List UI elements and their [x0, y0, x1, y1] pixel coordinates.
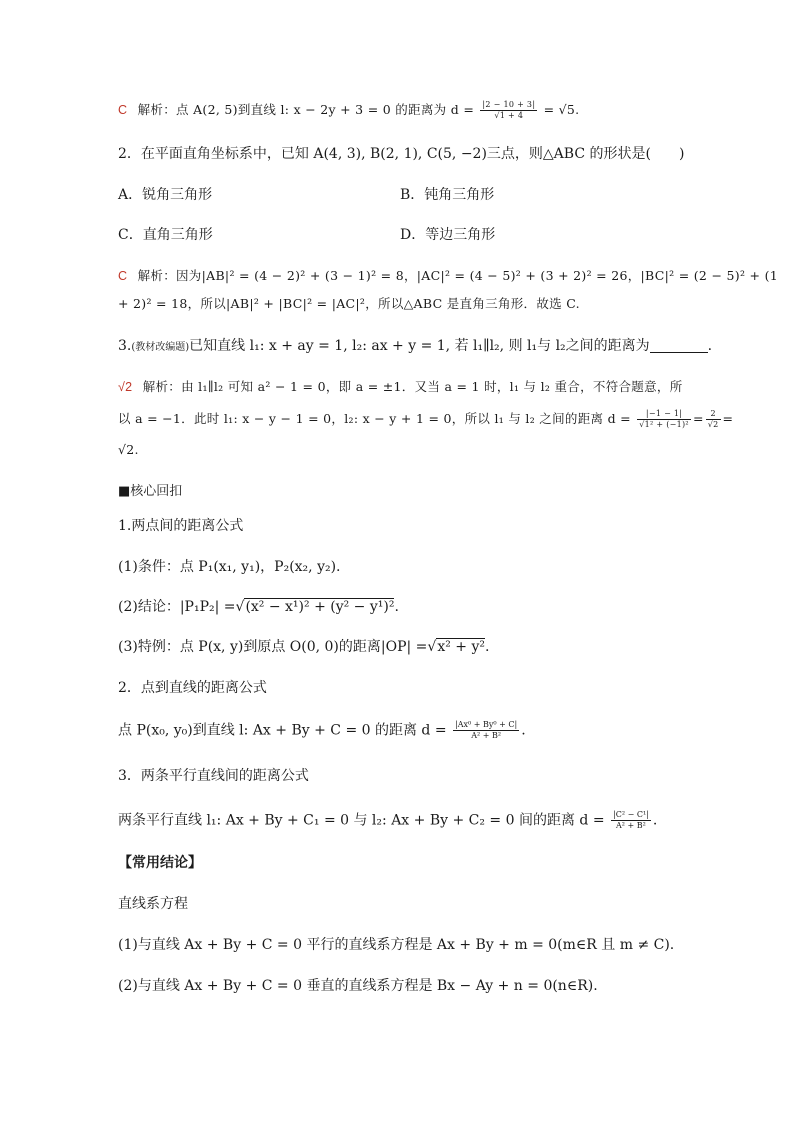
- radicand: (x² − x¹)² + (y² − y¹)²: [245, 599, 395, 615]
- solution-text: 解析：由 l₁∥l₂ 可知 a² − 1 = 0，即 a = ±1．又当 a = 1 时，l₁ 与 l₂ 重合，不符合题意，所: [142, 379, 683, 394]
- distance-fraction: [480, 100, 537, 121]
- solution-2-line-2: + 2)² = 18，所以|AB|² + |BC|² = |AC|²，所以△ABC 是直角三角形．故选 C.: [118, 296, 580, 311]
- knowledge-2-title: 2．点到直线的距离公式: [118, 680, 267, 696]
- option-c: C．直角三角形: [118, 227, 213, 243]
- knowledge-1-condition: (1)条件：点 P₁(x₁, y₁)，P₂(x₂, y₂).: [118, 559, 341, 575]
- option-d: D．等边三角形: [400, 227, 496, 243]
- solution-2-line-1: [118, 266, 778, 286]
- distance-fraction: [453, 720, 519, 741]
- fraction-denominator: √2: [707, 420, 719, 429]
- question-text: 已知直线 l₁: x + ay = 1, l₂: ax + y = 1, 若 l₁∥l₂, 则 l₁与 l₂之间的距离为: [189, 338, 650, 354]
- section-title: ■核心回扣: [118, 484, 183, 499]
- simplified-fraction: [706, 409, 721, 430]
- fraction-denominator: √1 + 4: [494, 111, 524, 120]
- question-source-tag: (教材改编题): [131, 342, 190, 353]
- common-conclusions-subtitle: 直线系方程: [118, 896, 188, 912]
- knowledge-2-formula: 点 P(x₀, y₀)到直线 l: Ax + By + C = 0 的距离 d = $\frac{\text{|Ax⁰ + By⁰ + C|}}{\text{A² + B²}}$ .: [118, 720, 526, 740]
- solution-3-line-2: 以 a = −1．此时 l₁: x − y − 1 = 0，l₂: x − y + 1 = 0，所以 l₁ 与 l₂ 之间的距离 d = $\frac{|-1 - 1|}{\text{√1² + (−1)²}}$ = $\frac{2}{√2}$ =: [118, 409, 734, 429]
- question-2-stem: 2．在平面直角坐标系中，已知 A(4, 3), B(2, 1), C(5, −2)三点，则△ABC 的形状是( ): [118, 146, 685, 162]
- knowledge-1-special: (3)特例：点 P(x, y)到原点 O(0, 0)的距离|OP| =√x² + y².: [118, 639, 490, 655]
- common-conclusion-2: (2)与直线 Ax + By + C = 0 垂直的直线系方程是 Bx − Ay + n = 0(n∈R).: [118, 978, 598, 994]
- solution-text: 以 a = −1．此时 l₁: x − y − 1 = 0，l₂: x − y + 1 = 0，所以 l₁ 与 l₂ 之间的距离 d =: [118, 411, 631, 426]
- knowledge-1-title: 1.两点间的距离公式: [118, 518, 244, 534]
- radicand: x² + y²: [437, 639, 486, 655]
- question-3-stem: 3.(教材改编题)已知直线 l₁: x + ay = 1, l₂: ax + y = 1, 若 l₁∥l₂, 则 l₁与 l₂之间的距离为 .: [118, 338, 713, 354]
- option-b: B．钝角三角形: [400, 187, 495, 203]
- fraction-denominator: A² + B²: [471, 731, 502, 740]
- equals-sign: =: [722, 411, 734, 426]
- fraction-numerator: |2 − 10 + 3|: [482, 100, 536, 109]
- answer-label: C: [118, 103, 128, 117]
- solution-1: [118, 100, 579, 121]
- knowledge-1-conclusion: (2)结论：|P₁P₂| =√(x² − x¹)² + (y² − y¹)².: [118, 599, 399, 615]
- common-conclusion-1: (1)与直线 Ax + By + C = 0 平行的直线系方程是 Ax + By + m = 0(m∈R 且 m ≠ C).: [118, 937, 675, 953]
- solution-3-line-1: [118, 377, 683, 397]
- fraction-denominator: A² + B²: [616, 821, 646, 830]
- option-a: A．锐角三角形: [118, 187, 213, 203]
- formula-label: 点 P(x₀, y₀)到直线 l: Ax + By + C = 0 的距离 d =: [118, 722, 447, 739]
- distance-fraction: [611, 810, 651, 831]
- fraction-numerator: |−1 − 1|: [637, 409, 691, 420]
- formula-label: (2)结论：|P₁P₂| =: [118, 599, 236, 615]
- solution-text: 解析：因为|AB|² = (4 − 2)² + (3 − 1)² = 8，|AC|² = (4 − 5)² + (3 + 2)² = 26，|BC|² = (2 − 5)² + (1: [137, 268, 779, 283]
- answer-blank[interactable]: [650, 338, 708, 353]
- distance-fraction: [637, 409, 691, 430]
- formula-label: (3)特例：点 P(x, y)到原点 O(0, 0)的距离|OP| =: [118, 639, 428, 655]
- fraction-numerator: 2: [706, 409, 721, 420]
- question-number: 3.: [118, 338, 132, 354]
- fraction-denominator: √1² + (−1)²: [639, 420, 689, 429]
- formula-label: 两条平行直线 l₁: Ax + By + C₁ = 0 与 l₂: Ax + By + C₂ = 0 间的距离 d =: [118, 812, 605, 829]
- solution-result: = √5.: [543, 102, 580, 117]
- solution-text: 解析：点 A(2, 5)到直线 l: x − 2y + 3 = 0 的距离为 d =: [137, 102, 475, 117]
- answer-label: √2: [118, 380, 133, 394]
- solution-3-line-3: √2.: [118, 442, 139, 457]
- knowledge-3-formula: 两条平行直线 l₁: Ax + By + C₁ = 0 与 l₂: Ax + By + C₂ = 0 间的距离 d = $\frac{\text{|C² − C¹|}}{\text{A² + B²}}$ .: [118, 810, 658, 830]
- fraction-numerator: |C² − C¹|: [613, 810, 649, 819]
- knowledge-3-title: 3．两条平行直线间的距离公式: [118, 768, 309, 784]
- fraction-numerator: |Ax⁰ + By⁰ + C|: [455, 720, 518, 729]
- answer-label: C: [118, 269, 128, 283]
- common-conclusions-header: 【常用结论】: [118, 855, 202, 871]
